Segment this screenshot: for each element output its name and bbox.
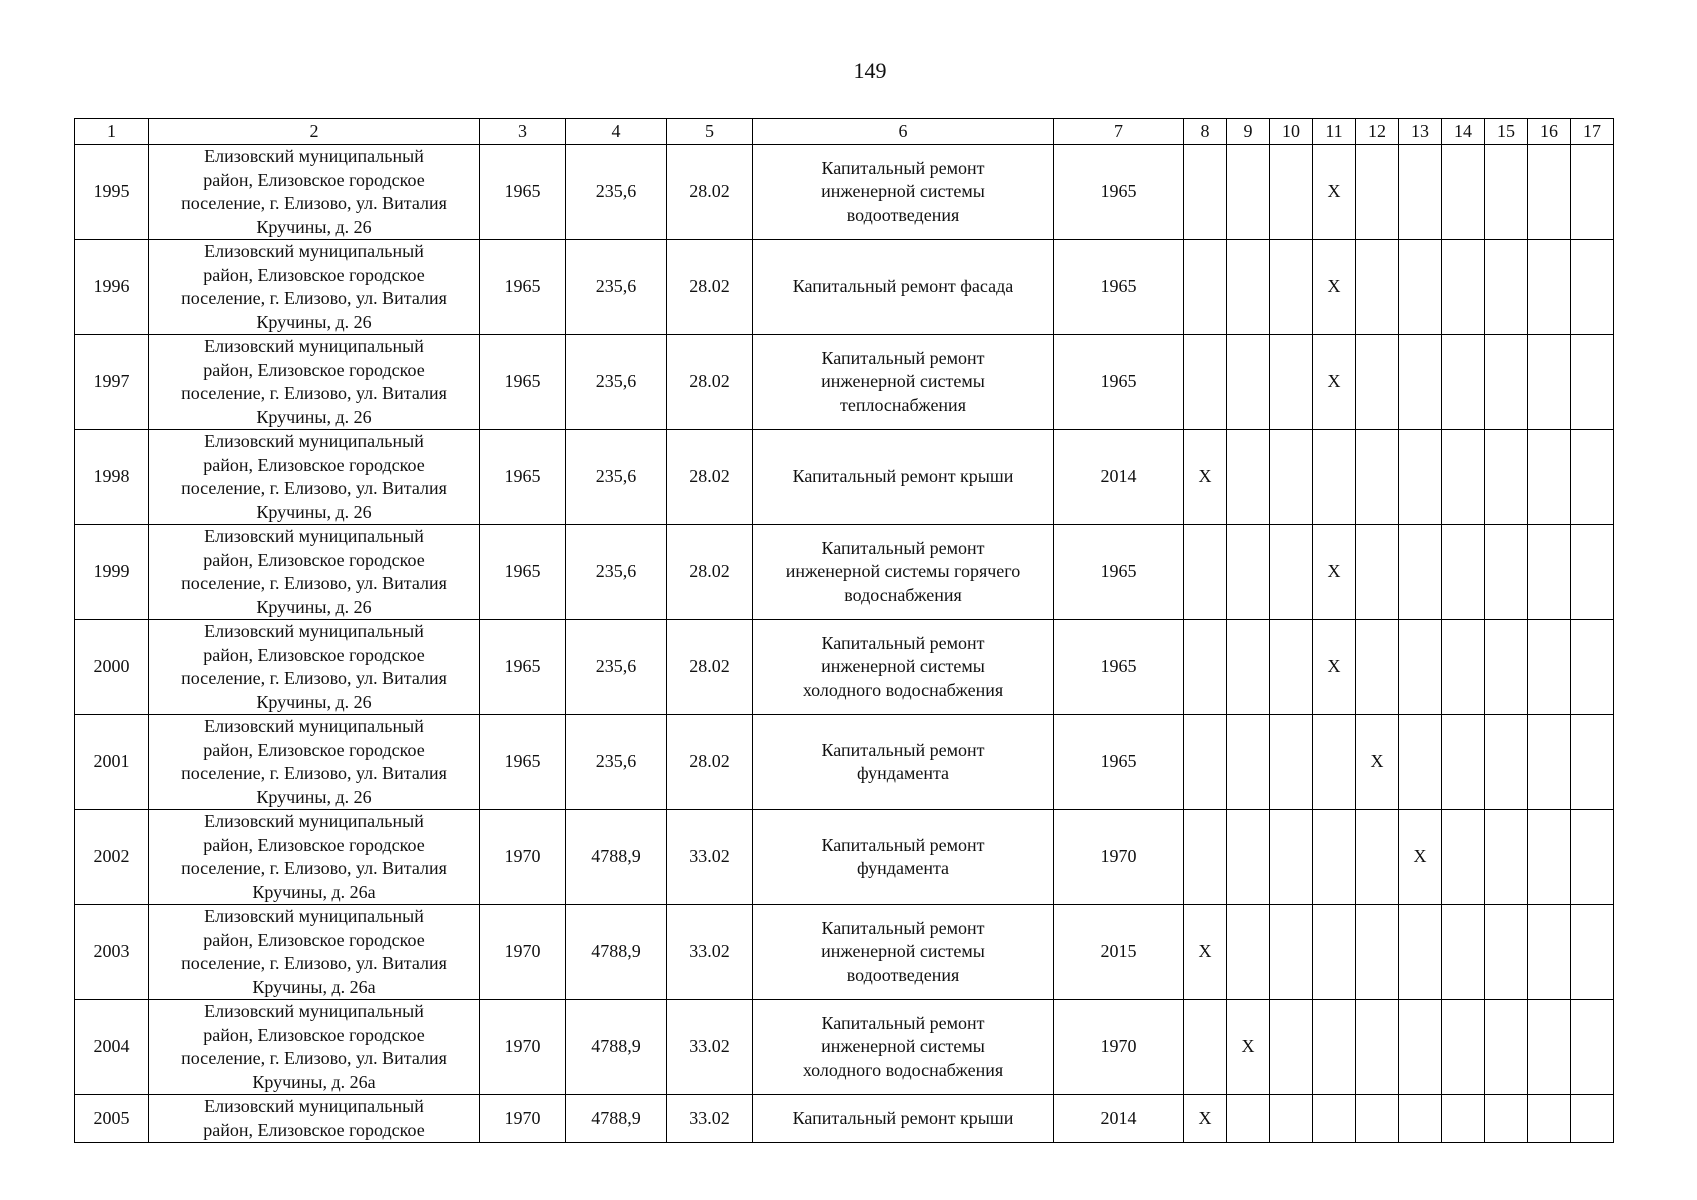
column-number-cell: 17 <box>1571 119 1614 145</box>
area-cell: 235,6 <box>566 240 667 335</box>
mark-cell <box>1270 525 1313 620</box>
mark-cell <box>1485 1095 1528 1143</box>
work-type-line: Капитальный ремонт <box>821 537 985 558</box>
code-cell: 33.02 <box>667 1000 753 1095</box>
address-line: Елизовский муниципальный <box>204 1096 424 1116</box>
mark-cell <box>1399 620 1442 715</box>
column-number-cell: 14 <box>1442 119 1485 145</box>
work-type-cell <box>753 430 1054 525</box>
area-cell: 235,6 <box>566 715 667 810</box>
mark-cell <box>1184 715 1227 810</box>
mark-cell <box>1571 525 1614 620</box>
row-number-cell: 2005 <box>75 1095 149 1143</box>
mark-cell <box>1356 1000 1399 1095</box>
mark-cell <box>1442 620 1485 715</box>
row-number-cell: 2000 <box>75 620 149 715</box>
mark-cell <box>1356 335 1399 430</box>
address-cell <box>149 430 480 525</box>
address-line: Кручины, д. 26 <box>256 501 372 522</box>
address-line: Елизовский муниципальный <box>204 241 424 261</box>
mark-cell <box>1184 240 1227 335</box>
table-row <box>75 335 1614 430</box>
table-row <box>75 1000 1614 1095</box>
mark-cell <box>1571 335 1614 430</box>
build-year-cell: 1970 <box>480 905 566 1000</box>
mark-cell <box>1184 335 1227 430</box>
area-cell: 235,6 <box>566 430 667 525</box>
address-line: Елизовский муниципальный <box>204 716 424 736</box>
work-type-line: Капитальный ремонт <box>821 632 985 653</box>
address-line: поселение, г. Елизово, ул. Виталия <box>181 383 447 403</box>
work-type-line: холодного водоснабжения <box>802 1059 1004 1080</box>
capital-repair-table <box>74 118 1614 1143</box>
address-line: район, Елизовское городское <box>203 1024 425 1045</box>
mark-cell <box>1528 715 1571 810</box>
area-cell: 4788,9 <box>566 905 667 1000</box>
address-line: район, Елизовское городское <box>203 644 425 665</box>
mark-cell <box>1528 1095 1571 1143</box>
code-cell: 28.02 <box>667 145 753 240</box>
table-row <box>75 905 1614 1000</box>
mark-cell <box>1356 525 1399 620</box>
address-line: Елизовский муниципальный <box>204 906 424 926</box>
mark-cell <box>1270 1095 1313 1143</box>
mark-cell: Х <box>1184 430 1227 525</box>
work-type-line: инженерной системы <box>821 1036 985 1057</box>
address-line: Елизовский муниципальный <box>204 336 424 356</box>
work-type-cell <box>753 1095 1054 1143</box>
mark-cell <box>1571 715 1614 810</box>
mark-cell <box>1528 905 1571 1000</box>
mark-cell <box>1184 145 1227 240</box>
column-number-cell: 6 <box>753 119 1054 145</box>
address-cell <box>149 145 480 240</box>
mark-cell: Х <box>1313 525 1356 620</box>
mark-cell <box>1442 715 1485 810</box>
row-number-cell: 1999 <box>75 525 149 620</box>
mark-cell <box>1227 1095 1270 1143</box>
mark-cell <box>1571 1000 1614 1095</box>
work-type-line: инженерной системы <box>821 941 985 962</box>
mark-cell: Х <box>1184 905 1227 1000</box>
mark-cell <box>1227 525 1270 620</box>
area-cell: 4788,9 <box>566 1095 667 1143</box>
address-line: поселение, г. Елизово, ул. Виталия <box>181 668 447 688</box>
address-line: район, Елизовское городское <box>203 834 425 855</box>
address-line: район, Елизовское городское <box>203 264 425 285</box>
table-row <box>75 715 1614 810</box>
mark-cell <box>1399 1095 1442 1143</box>
address-line: Кручины, д. 26 <box>256 216 372 237</box>
address-cell <box>149 905 480 1000</box>
address-line: Елизовский муниципальный <box>204 526 424 546</box>
mark-cell <box>1442 525 1485 620</box>
address-line: Кручины, д. 26 <box>256 311 372 332</box>
table-row <box>75 810 1614 905</box>
address-line: Кручины, д. 26 <box>256 596 372 617</box>
address-line: поселение, г. Елизово, ул. Виталия <box>181 193 447 213</box>
page-number: 149 <box>853 58 887 83</box>
row-number-cell: 2004 <box>75 1000 149 1095</box>
mark-cell <box>1356 240 1399 335</box>
mark-cell <box>1227 335 1270 430</box>
address-cell <box>149 335 480 430</box>
address-cell <box>149 810 480 905</box>
address-line: поселение, г. Елизово, ул. Виталия <box>181 953 447 973</box>
code-cell: 28.02 <box>667 715 753 810</box>
mark-cell <box>1270 430 1313 525</box>
work-type-line: инженерной системы <box>821 371 985 392</box>
mark-cell <box>1571 905 1614 1000</box>
work-type-line: холодного водоснабжения <box>802 679 1004 700</box>
address-line: район, Елизовское городское <box>203 1119 425 1140</box>
mark-cell <box>1356 620 1399 715</box>
mark-cell <box>1356 430 1399 525</box>
planned-year-cell: 1965 <box>1054 240 1184 335</box>
mark-cell: Х <box>1313 620 1356 715</box>
mark-cell <box>1184 620 1227 715</box>
mark-cell <box>1270 620 1313 715</box>
row-number-cell: 1996 <box>75 240 149 335</box>
mark-cell <box>1485 430 1528 525</box>
column-number-cell: 15 <box>1485 119 1528 145</box>
mark-cell <box>1270 715 1313 810</box>
mark-cell <box>1313 810 1356 905</box>
mark-cell <box>1528 430 1571 525</box>
mark-cell <box>1270 905 1313 1000</box>
build-year-cell: 1970 <box>480 1000 566 1095</box>
address-line: Кручины, д. 26 <box>256 786 372 807</box>
work-type-line: Капитальный ремонт <box>821 917 985 938</box>
work-type-cell <box>753 145 1054 240</box>
mark-cell <box>1485 715 1528 810</box>
address-cell <box>149 1095 480 1143</box>
mark-cell <box>1485 525 1528 620</box>
address-line: Кручины, д. 26а <box>252 1071 376 1092</box>
mark-cell <box>1313 715 1356 810</box>
work-type-cell <box>753 1000 1054 1095</box>
mark-cell <box>1571 430 1614 525</box>
mark-cell <box>1313 905 1356 1000</box>
address-cell <box>149 1000 480 1095</box>
column-number-cell: 2 <box>149 119 480 145</box>
mark-cell <box>1528 1000 1571 1095</box>
mark-cell <box>1399 430 1442 525</box>
mark-cell <box>1356 810 1399 905</box>
area-cell: 4788,9 <box>566 810 667 905</box>
mark-cell <box>1184 1000 1227 1095</box>
mark-cell <box>1399 1000 1442 1095</box>
mark-cell <box>1485 810 1528 905</box>
mark-cell <box>1227 240 1270 335</box>
mark-cell <box>1571 145 1614 240</box>
mark-cell: Х <box>1313 145 1356 240</box>
mark-cell <box>1270 335 1313 430</box>
code-cell: 33.02 <box>667 810 753 905</box>
work-type-cell <box>753 905 1054 1000</box>
column-number-cell: 16 <box>1528 119 1571 145</box>
mark-cell <box>1571 1095 1614 1143</box>
mark-cell <box>1442 335 1485 430</box>
planned-year-cell: 1965 <box>1054 145 1184 240</box>
mark-cell <box>1227 145 1270 240</box>
address-line: район, Елизовское городское <box>203 359 425 380</box>
column-number-cell: 1 <box>75 119 149 145</box>
build-year-cell: 1965 <box>480 430 566 525</box>
mark-cell <box>1399 240 1442 335</box>
planned-year-cell: 1965 <box>1054 715 1184 810</box>
build-year-cell: 1970 <box>480 1095 566 1143</box>
address-line: Кручины, д. 26 <box>256 691 372 712</box>
address-line: Елизовский муниципальный <box>204 621 424 641</box>
mark-cell <box>1313 430 1356 525</box>
table-row <box>75 525 1614 620</box>
work-type-line: теплоснабжения <box>840 394 966 415</box>
address-line: Елизовский муниципальный <box>204 811 424 831</box>
area-cell: 4788,9 <box>566 1000 667 1095</box>
mark-cell <box>1485 240 1528 335</box>
address-line: поселение, г. Елизово, ул. Виталия <box>181 478 447 498</box>
address-line: район, Елизовское городское <box>203 739 425 760</box>
mark-cell <box>1571 810 1614 905</box>
column-number-cell: 4 <box>566 119 667 145</box>
address-cell <box>149 715 480 810</box>
work-type-line: водоснабжения <box>844 584 962 605</box>
address-cell <box>149 240 480 335</box>
mark-cell: Х <box>1399 810 1442 905</box>
mark-cell <box>1227 715 1270 810</box>
build-year-cell: 1965 <box>480 335 566 430</box>
column-number-row <box>75 119 1614 145</box>
row-number-cell: 2001 <box>75 715 149 810</box>
mark-cell <box>1184 810 1227 905</box>
column-number-cell: 5 <box>667 119 753 145</box>
mark-cell <box>1227 810 1270 905</box>
mark-cell <box>1442 1000 1485 1095</box>
mark-cell <box>1485 1000 1528 1095</box>
address-line: Кручины, д. 26а <box>252 881 376 902</box>
mark-cell <box>1571 620 1614 715</box>
work-type-line: фундамента <box>856 858 950 878</box>
build-year-cell: 1965 <box>480 145 566 240</box>
address-cell <box>149 620 480 715</box>
mark-cell: Х <box>1227 1000 1270 1095</box>
code-cell: 28.02 <box>667 240 753 335</box>
code-cell: 28.02 <box>667 430 753 525</box>
row-number-cell: 1995 <box>75 145 149 240</box>
mark-cell <box>1270 1000 1313 1095</box>
row-number-cell: 2002 <box>75 810 149 905</box>
mark-cell <box>1227 905 1270 1000</box>
mark-cell <box>1528 335 1571 430</box>
column-number-cell: 12 <box>1356 119 1399 145</box>
mark-cell <box>1356 145 1399 240</box>
mark-cell <box>1227 620 1270 715</box>
address-line: район, Елизовское городское <box>203 549 425 570</box>
mark-cell: Х <box>1313 335 1356 430</box>
table-row <box>75 240 1614 335</box>
address-line: Кручины, д. 26а <box>252 976 376 997</box>
mark-cell <box>1356 905 1399 1000</box>
work-type-line: Капитальный ремонт <box>821 834 985 855</box>
work-type-line: инженерной системы <box>821 181 985 202</box>
work-type-line: Капитальный ремонт <box>821 739 985 760</box>
build-year-cell: 1965 <box>480 240 566 335</box>
mark-cell <box>1442 145 1485 240</box>
mark-cell <box>1485 905 1528 1000</box>
table-row <box>75 1095 1614 1143</box>
mark-cell <box>1184 525 1227 620</box>
address-line: поселение, г. Елизово, ул. Виталия <box>181 858 447 878</box>
column-number-cell: 3 <box>480 119 566 145</box>
column-number-cell: 11 <box>1313 119 1356 145</box>
mark-cell <box>1227 430 1270 525</box>
planned-year-cell: 2014 <box>1054 1095 1184 1143</box>
work-type-cell <box>753 620 1054 715</box>
mark-cell <box>1528 145 1571 240</box>
mark-cell: Х <box>1356 715 1399 810</box>
code-cell: 33.02 <box>667 905 753 1000</box>
mark-cell <box>1485 335 1528 430</box>
address-line: поселение, г. Елизово, ул. Виталия <box>181 573 447 593</box>
mark-cell <box>1528 240 1571 335</box>
mark-cell <box>1442 810 1485 905</box>
address-line: район, Елизовское городское <box>203 929 425 950</box>
mark-cell <box>1399 525 1442 620</box>
mark-cell: Х <box>1184 1095 1227 1143</box>
address-line: поселение, г. Елизово, ул. Виталия <box>181 763 447 783</box>
build-year-cell: 1965 <box>480 620 566 715</box>
work-type-cell <box>753 525 1054 620</box>
mark-cell <box>1356 1095 1399 1143</box>
planned-year-cell: 1965 <box>1054 525 1184 620</box>
planned-year-cell: 1965 <box>1054 335 1184 430</box>
planned-year-cell: 2014 <box>1054 430 1184 525</box>
mark-cell <box>1442 240 1485 335</box>
work-type-line: Капитальный ремонт <box>821 347 985 368</box>
row-number-cell: 2003 <box>75 905 149 1000</box>
table-body <box>75 119 1614 1143</box>
work-type-cell <box>753 810 1054 905</box>
code-cell: 33.02 <box>667 1095 753 1143</box>
mark-cell <box>1399 905 1442 1000</box>
work-type-line: Капитальный ремонт <box>821 1012 985 1033</box>
column-number-cell: 8 <box>1184 119 1227 145</box>
build-year-cell: 1970 <box>480 810 566 905</box>
address-line: Елизовский муниципальный <box>204 1001 424 1021</box>
address-cell <box>149 525 480 620</box>
row-number-cell: 1998 <box>75 430 149 525</box>
mark-cell <box>1313 1000 1356 1095</box>
mark-cell <box>1313 1095 1356 1143</box>
column-number-cell: 7 <box>1054 119 1184 145</box>
planned-year-cell: 1970 <box>1054 810 1184 905</box>
mark-cell: Х <box>1313 240 1356 335</box>
area-cell: 235,6 <box>566 620 667 715</box>
address-line: поселение, г. Елизово, ул. Виталия <box>181 1048 447 1068</box>
mark-cell <box>1571 240 1614 335</box>
mark-cell <box>1442 905 1485 1000</box>
work-type-cell <box>753 335 1054 430</box>
code-cell: 28.02 <box>667 335 753 430</box>
planned-year-cell: 1970 <box>1054 1000 1184 1095</box>
work-type-line: Капитальный ремонт крыши <box>792 466 1014 487</box>
work-type-line: Капитальный ремонт фасада <box>792 276 1014 297</box>
table-row <box>75 620 1614 715</box>
column-number-cell: 10 <box>1270 119 1313 145</box>
column-number-cell: 13 <box>1399 119 1442 145</box>
mark-cell <box>1528 525 1571 620</box>
work-type-line: фундамента <box>856 763 950 783</box>
mark-cell <box>1270 240 1313 335</box>
address-line: поселение, г. Елизово, ул. Виталия <box>181 288 447 308</box>
mark-cell <box>1442 430 1485 525</box>
mark-cell <box>1485 145 1528 240</box>
mark-cell <box>1399 145 1442 240</box>
mark-cell <box>1528 620 1571 715</box>
work-type-line: водоотведения <box>846 964 960 985</box>
address-line: Кручины, д. 26 <box>256 406 372 427</box>
build-year-cell: 1965 <box>480 525 566 620</box>
area-cell: 235,6 <box>566 145 667 240</box>
mark-cell <box>1270 810 1313 905</box>
code-cell: 28.02 <box>667 525 753 620</box>
code-cell: 28.02 <box>667 620 753 715</box>
mark-cell <box>1485 620 1528 715</box>
mark-cell <box>1270 145 1313 240</box>
work-type-line: инженерной системы горячего <box>785 561 1021 582</box>
column-number-cell: 9 <box>1227 119 1270 145</box>
work-type-line: Капитальный ремонт крыши <box>792 1107 1014 1128</box>
table-row <box>75 430 1614 525</box>
mark-cell <box>1528 810 1571 905</box>
mark-cell <box>1399 335 1442 430</box>
work-type-cell <box>753 240 1054 335</box>
mark-cell <box>1399 715 1442 810</box>
address-line: Елизовский муниципальный <box>204 431 424 451</box>
build-year-cell: 1965 <box>480 715 566 810</box>
area-cell: 235,6 <box>566 335 667 430</box>
table-row <box>75 145 1614 240</box>
address-line: Елизовский муниципальный <box>204 146 424 166</box>
mark-cell <box>1442 1095 1485 1143</box>
address-line: район, Елизовское городское <box>203 454 425 475</box>
planned-year-cell: 1965 <box>1054 620 1184 715</box>
work-type-cell <box>753 715 1054 810</box>
work-type-line: Капитальный ремонт <box>821 157 985 178</box>
planned-year-cell: 2015 <box>1054 905 1184 1000</box>
work-type-line: водоотведения <box>846 204 960 225</box>
address-line: район, Елизовское городское <box>203 169 425 190</box>
work-type-line: инженерной системы <box>821 656 985 677</box>
row-number-cell: 1997 <box>75 335 149 430</box>
area-cell: 235,6 <box>566 525 667 620</box>
